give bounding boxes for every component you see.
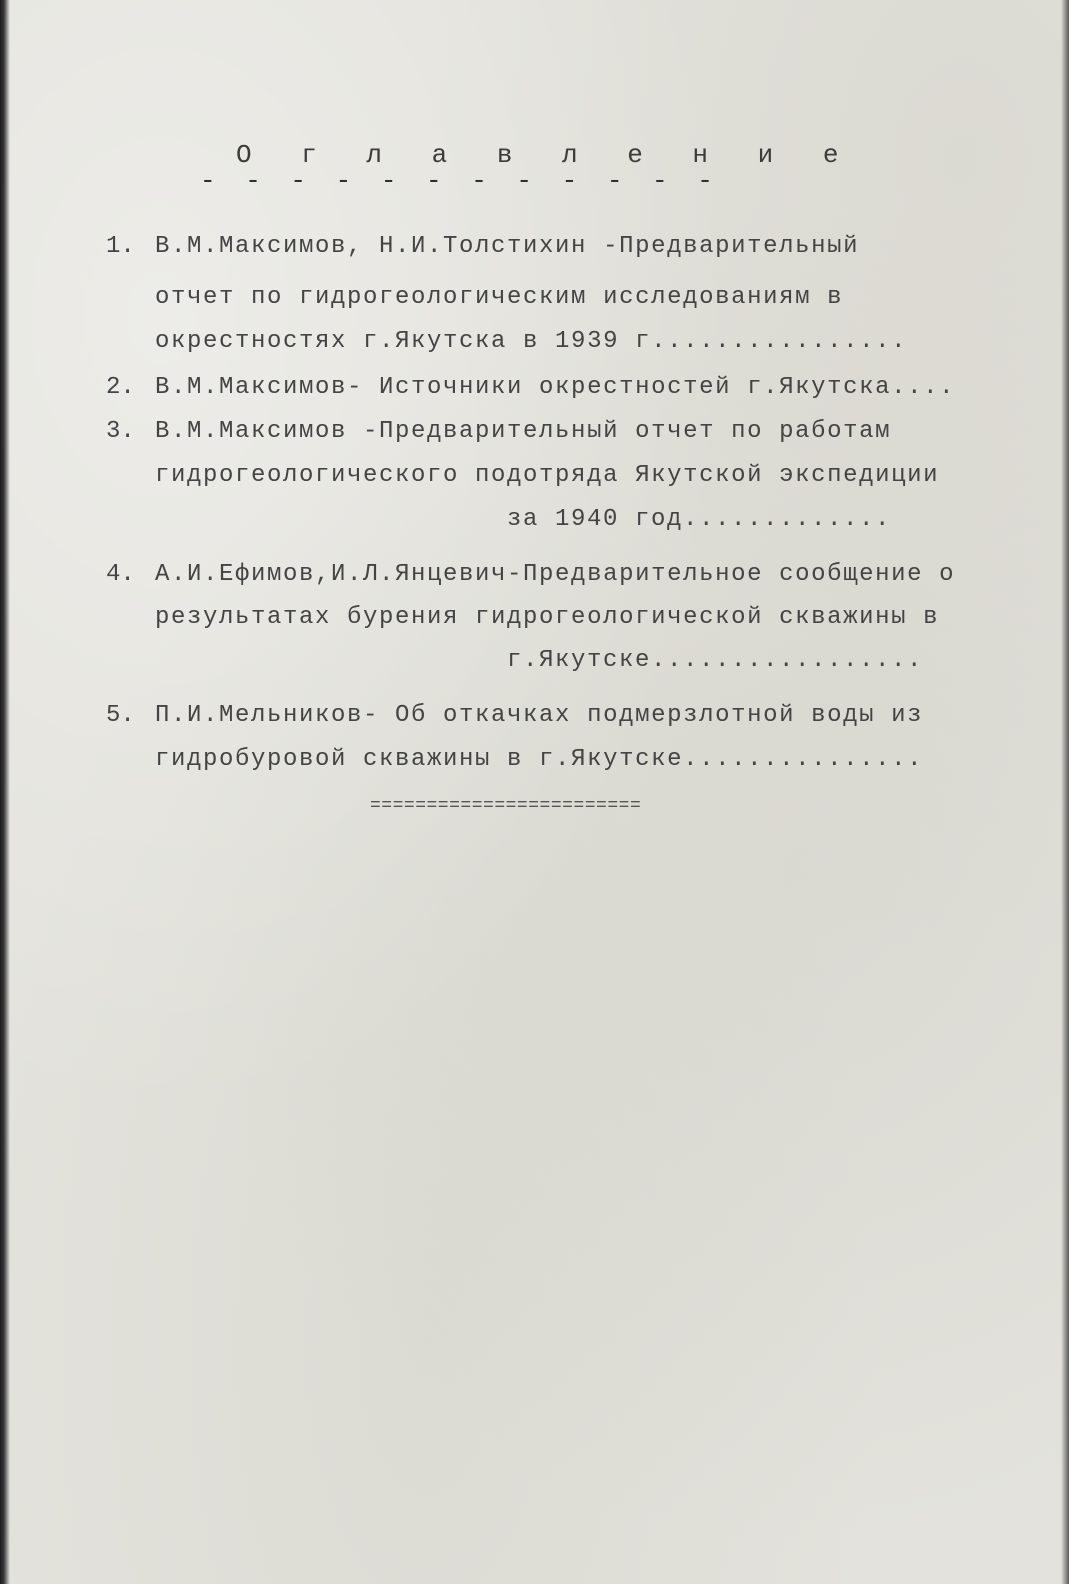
- entry-2-line-1: В.М.Максимов- Источники окрестностей г.Якутска....: [155, 374, 956, 401]
- document-heading: О г л а в л е н и е: [236, 140, 856, 170]
- entry-4-line-1: А.И.Ефимов,И.Л.Янцевич-Предварительное сообщение о: [155, 561, 956, 588]
- entry-2-number: 2.: [106, 374, 135, 401]
- entry-1-number: 1.: [106, 233, 135, 260]
- entry-5-line-1: П.И.Мельников- Об откачках подмерзлотной воды из: [155, 702, 924, 729]
- entry-4-line-2: результатах бурения гидрогеологической скважины в: [155, 604, 940, 631]
- entry-3-line-2: гидрогеологического подотряда Якутской экспедиции: [155, 462, 940, 489]
- closing-separator: ========================: [370, 796, 642, 816]
- page-left-edge: [0, 0, 10, 1584]
- entry-3-line-3: за 1940 год.............: [507, 506, 892, 533]
- entry-5-number: 5.: [106, 702, 135, 729]
- entry-1-line-1: В.М.Максимов, Н.И.Толстихин -Предварительный: [155, 233, 860, 260]
- entry-3-line-1: В.М.Максимов -Предварительный отчет по работам: [155, 418, 892, 445]
- entry-4-line-3: г.Якутске.................: [507, 647, 924, 674]
- entry-5-line-2: гидробуровой скважины в г.Якутске...............: [155, 746, 924, 773]
- page-right-edge: [1061, 0, 1069, 1584]
- entry-3-number: 3.: [106, 418, 135, 445]
- entry-1-line-2: отчет по гидрогеологическим исследованиям в: [155, 284, 844, 311]
- heading-underline: - - - - - - - - - - - -: [200, 166, 720, 196]
- entry-1-line-3: окрестностях г.Якутска в 1939 г................: [155, 328, 908, 355]
- entry-4-number: 4.: [106, 561, 135, 588]
